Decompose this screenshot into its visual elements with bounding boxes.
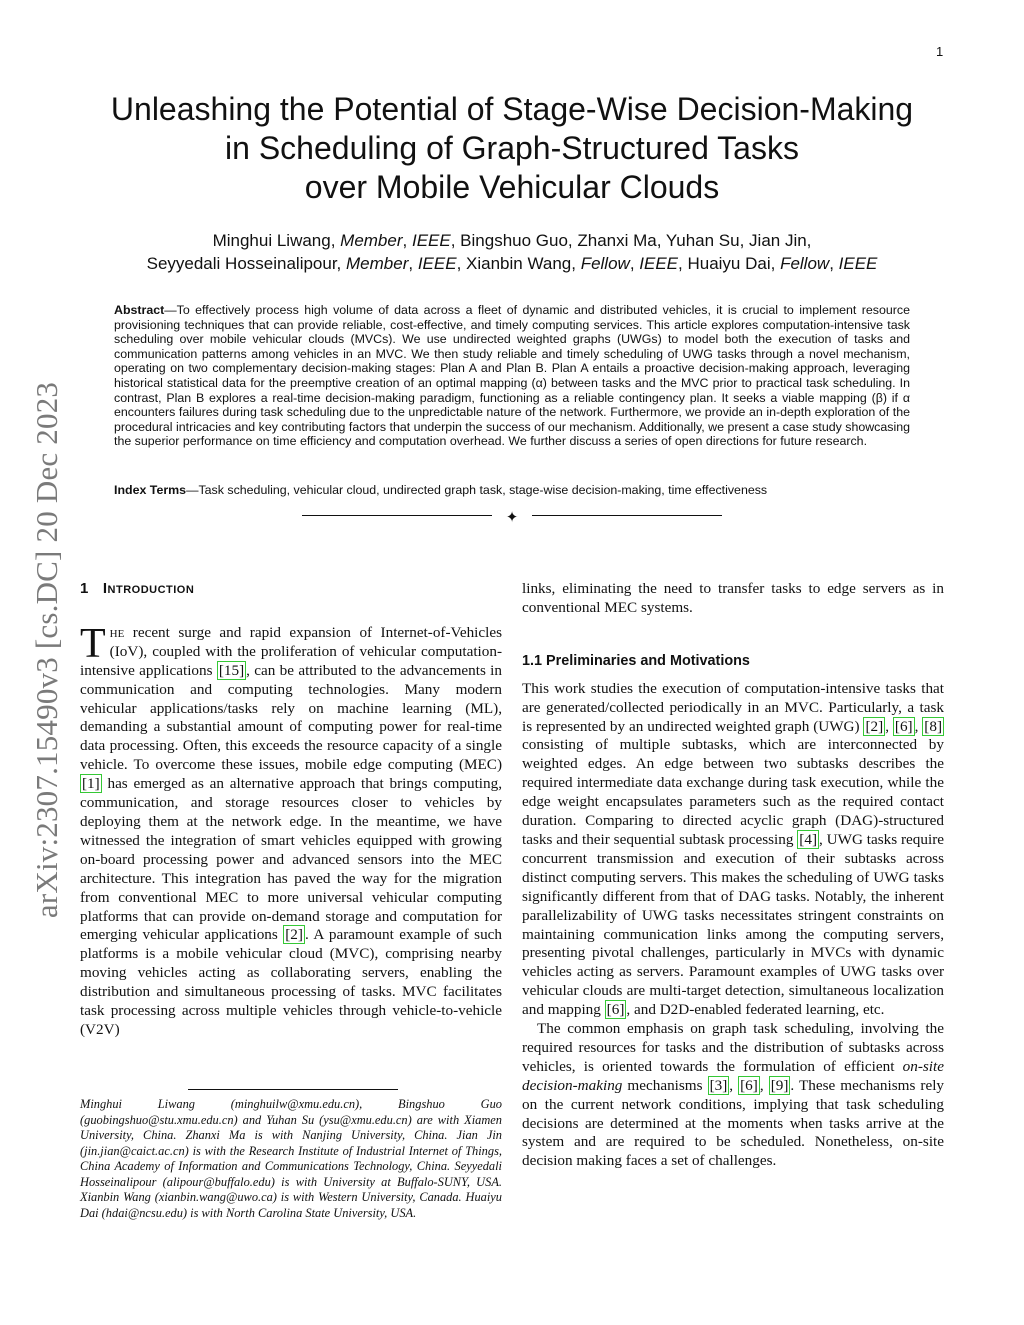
footnote-rule bbox=[188, 1089, 398, 1090]
section-separator bbox=[302, 508, 722, 527]
abstract-text: —To effectively process high volume of data across a fleet of dynamic and distributed vehicles, it is crucial to implement resource provisioning techniques that can provide reliable, cost-effective, and timely computing services. This article explores computation-intensive task scheduling over mobile vehicular clouds (MVCs). We use undirected weighted graphs (UWGs) to model both the execution of tasks and communication patterns among vehicles in an MVC. We then study reliable and timely scheduling of UWG tasks through a novel mechanism, operating on two complementary decision-making stages: Plan A and Plan B. Plan A entails a proactive decision-making approach, leveraging historical statistical data for the preemptive creation of an optimal mapping (α) between tasks and the MVC prior to practical task scheduling. In contrast, Plan B explores a real-time decision-making paradigm, functioning as a reliable contingency plan. It seeks a viable mapping (β) if α encounters failures during task scheduling due to the unpredictable nature of the network. Furthermore, we provide an in-depth exploration of the procedural intricacies and key contributing factors that underpin the success of our mechanism. Additionally, we present a case study showcasing the superior performance on time efficiency and computation overhead. We further discuss a series of open directions for future research. bbox=[114, 303, 910, 449]
citation-link[interactable]: [9] bbox=[770, 1076, 789, 1094]
abstract-label: Abstract bbox=[114, 303, 165, 317]
abstract bbox=[114, 303, 910, 449]
citation-link[interactable]: [1] bbox=[82, 775, 100, 793]
page-number: 1 bbox=[936, 44, 944, 59]
citation-link[interactable]: [2] bbox=[865, 717, 884, 735]
section-heading-introduction: 1 Introduction bbox=[80, 580, 195, 597]
arxiv-identifier: arXiv:2307.15490v3 [cs.DC] 20 Dec 2023 bbox=[29, 381, 64, 919]
separator-line-left bbox=[302, 515, 492, 516]
right-column bbox=[522, 580, 944, 1171]
citation-link[interactable]: [3] bbox=[709, 1076, 728, 1094]
title-line-3: over Mobile Vehicular Clouds bbox=[304, 169, 720, 205]
separator-diamond-icon: ✦ bbox=[505, 508, 519, 526]
arxiv-sidebar bbox=[22, 350, 72, 950]
citation-link[interactable]: [6] bbox=[740, 1076, 758, 1094]
title-line-1: Unleashing the Potential of Stage-Wise Decision-Making bbox=[110, 91, 914, 127]
intro-paragraph-continued: links, eliminating the need to transfer tasks to edge servers as in conventional MEC systems. bbox=[522, 580, 944, 616]
citation-link[interactable]: [4] bbox=[799, 830, 818, 848]
subsection-heading-preliminaries: 1.1 Preliminaries and Motivations bbox=[522, 652, 750, 669]
intro-paragraph: The recent surge and rapid expansion of Internet-of-Vehicles (IoV), coupled with the proliferation of vehicular computation-intensive applications [15] , can be attributed to the advancements in communication and computing technologies. Many modern vehicular applications/tasks rely on machine learning (ML), demanding a substantial amount of computing power for real-time data processing. Often, this exceeds the resource capacity of a single vehicle. To overcome these issues, mobile edge computing (MEC) [1] has emerged as an alternative approach that brings computing, communication, and storage resources closer to vehicles by deploying them at the network edge. In the meantime, we have witnessed the integration of smart vehicles equipped with growing on-board processing power and advanced sensors into the MEC architecture. This integration has paved the way for the migration from conventional MEC to more universal vehicular computing platforms that can provide on-demand storage and computation for emerging vehicular applications [2] . A paramount example of such platforms is a mobile vehicular cloud (MVC), comprising nearby moving vehicles acting as collaborating servers, enabling the distribution and simultaneous processing of tasks. MVC facilitates task processing across multiple vehicles through vehicle-to-vehicle (V2V) bbox=[80, 620, 503, 1038]
citation-link[interactable]: [15] bbox=[218, 661, 245, 679]
paper-title bbox=[60, 90, 964, 207]
citation-link[interactable]: [6] bbox=[894, 717, 913, 735]
left-column bbox=[80, 580, 502, 1040]
separator-line-right bbox=[532, 515, 722, 516]
index-terms bbox=[114, 483, 910, 497]
index-terms-text: —Task scheduling, vehicular cloud, undirected graph task, stage-wise decision-making, time effectiveness bbox=[186, 483, 768, 497]
author-line-1: Minghui Liwang, Member, IEEE, Bingshuo Guo, Zhanxi Ma, Yuhan Su, Jian Jin, bbox=[212, 231, 812, 250]
title-line-2: in Scheduling of Graph-Structured Tasks bbox=[225, 130, 799, 166]
index-terms-label: Index Terms bbox=[114, 483, 187, 497]
citation-link[interactable]: [2] bbox=[285, 926, 303, 944]
preliminaries-paragraph-2: The common emphasis on graph task scheduling, involving the required resources for tasks and the distribution of subtasks across vehicles, is oriented towards the formulation of efficient on-site decision-making mechanisms [3] , [6] , [9] . These mechanisms rely on the current network conditions, implying that task scheduling decisions are determined at the moments when tasks arrive at the system and are required to be scheduled. Nonetheless, on-site decision making faces a set of challenges. bbox=[522, 1020, 945, 1170]
author-list bbox=[60, 229, 964, 275]
citation-link[interactable]: [8] bbox=[924, 717, 943, 735]
author-affiliations-footnote: Minghui Liwang (minghuilw@xmu.edu.cn), Bingshuo Guo (guobingshuo@stu.xmu.edu.cn) and Yuhan Su (ysu@xmu.edu.cn) are with Xiamen University, China. Zhanxi Ma is with Nanjing University, China. Jian Jin (jin.jian@caict.ac.cn) is with the Research Institute of Industrial Internet of Things, China Academy of Information and Communications Technology, China. Seyyedali Hosseinalipour (alipour@buffalo.edu) is with University at Buffalo-SUNY, USA. Xianbin Wang (xianbin.wang@uwo.ca) is with Western University, Canada. Huaiyu Dai (hdai@ncsu.edu) is with North Carolina State University, USA. bbox=[80, 1097, 502, 1220]
citation-link[interactable]: [6] bbox=[606, 1001, 625, 1019]
preliminaries-paragraph-1: This work studies the execution of computation-intensive tasks that are generated/collected periodically in an MVC. Particularly, a task is represented by an undirected weighted graph (UWG) [2] , [6] , [8] consisting of multiple subtasks, which are interconnected by weighted edges. An edge between two subtasks describes the required intermediate data exchange during task execution, while the edge weight encapsulates parameters such as the required contact duration. Comparing to directed acyclic graph (DAG)-structured tasks and their sequential subtask processing [4] , UWG tasks require concurrent transmission and execution of their subtasks across distinct computing servers. This makes the scheduling of UWG tasks significantly different from that of DAG tasks. Notably, the inherent parallelizability of UWG tasks necessitates stringent constraints on maintaining communication links among the computing servers, presenting pivotal challenges, particularly in MVCs with dynamic vehicles acting as servers. Paramount examples of UWG tasks over vehicular clouds are multi-target detection, simultaneous localization and mapping [6] , and D2D-enabled federated learning, etc. bbox=[522, 679, 944, 1019]
drop-cap: T bbox=[80, 620, 106, 667]
author-line-2: Seyyedali Hosseinalipour, Member, IEEE, Xianbin Wang, Fellow, IEEE, Huaiyu Dai, Fellow, IEEE bbox=[146, 254, 878, 273]
